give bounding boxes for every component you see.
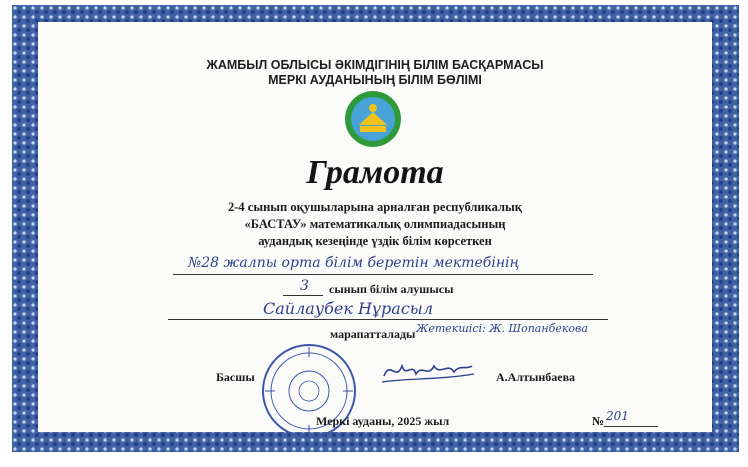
body-line-1: 2-4 сынып оқушыларына арналған республикалық: [228, 200, 522, 214]
emblem-icon: [344, 90, 402, 148]
student-name-handwriting: Сайлаубек Нұрасыл: [263, 299, 434, 318]
head-label: Басшы: [216, 370, 255, 384]
body-line-2: «БАСТАУ» математикалық олимпиадасының: [244, 217, 506, 231]
place-year: Меркі ауданы, 2025 жыл: [316, 414, 450, 428]
certificate-title: Грамота: [306, 154, 444, 191]
school-line: [173, 274, 593, 275]
number-label: №: [592, 414, 605, 428]
grade-line: [283, 295, 323, 296]
header-line-1: ЖАМБЫЛ ОБЛЫСЫ ӘКІМДІГІНІҢ БІЛІМ БАСҚАРМАСЫ: [206, 58, 544, 72]
grade-handwriting: 3: [300, 278, 309, 294]
number-handwriting: 201: [606, 409, 629, 423]
head-name: А.Алтынбаева: [496, 370, 576, 384]
teacher-handwriting: Жетекшісі: Ж. Шопанбекова: [416, 322, 588, 335]
school-handwriting: №28 жалпы орта білім беретін мектебінің: [188, 255, 520, 271]
certificate-page: [38, 22, 712, 432]
signature-icon: [378, 352, 478, 392]
number-line: [604, 426, 658, 427]
header-line-2: МЕРКІ АУДАНЫНЫҢ БІЛІМ БӨЛІМІ: [268, 73, 482, 87]
awarded-label: марапатталады: [330, 327, 416, 341]
body-line-3: аудандық кезеңінде үздік білім көрсеткен: [258, 234, 492, 248]
grade-label: сынып білім алушысы: [329, 282, 454, 296]
student-line: [168, 319, 608, 320]
